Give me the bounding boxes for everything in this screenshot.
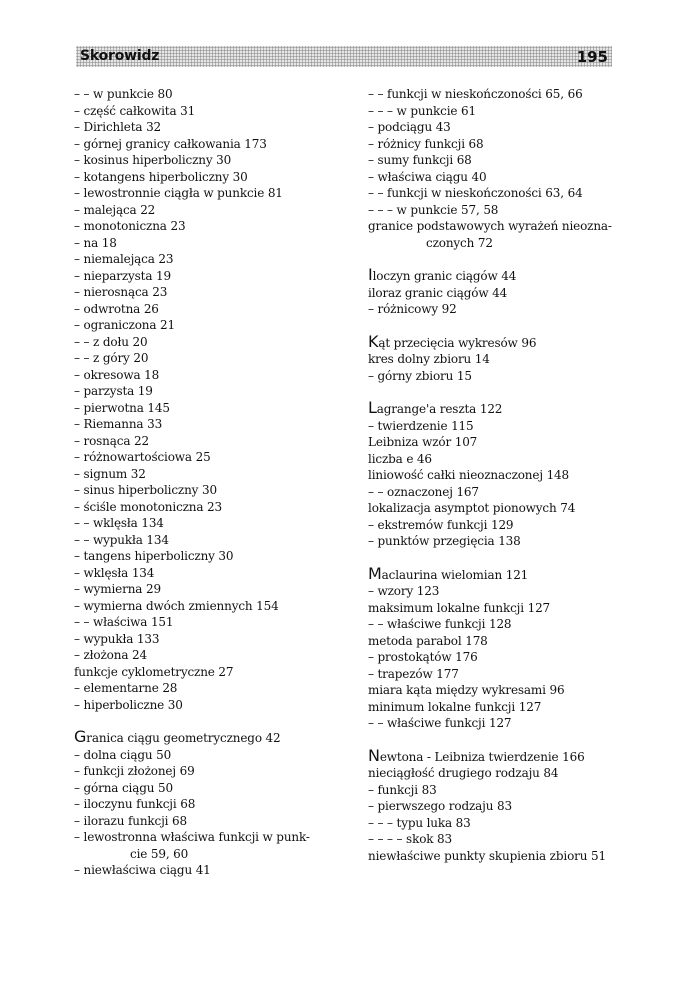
index-entry: – tangens hiperboliczny 30 [74, 549, 234, 563]
index-entry: agrange'a reszta 122 [376, 402, 503, 416]
index-entry: – – funkcji w nieskończoności 63, 64 [368, 186, 583, 200]
index-entry: – Dirichleta 32 [74, 120, 162, 134]
index-entry: – wypukła 133 [74, 631, 160, 646]
index-entry: – dolna ciągu 50 [74, 747, 172, 762]
section-initial-l: L [368, 398, 377, 417]
index-entry: – różnowartościowa 25 [74, 450, 211, 464]
index-entry: maksimum lokalne funkcji 127 [368, 600, 551, 615]
index-entry: – funkcji złożonej 69 [74, 764, 195, 778]
index-entry: – twierdzenie 115 [368, 418, 474, 433]
index-entry: – ograniczona 21 [74, 318, 176, 332]
index-section-l-heading [368, 400, 618, 418]
index-entry: – niewłaściwa ciągu 41 [74, 863, 211, 877]
index-entry: aclaurina wielomian 121 [381, 567, 529, 582]
index-entry: – – z góry 20 [74, 351, 149, 365]
index-entry: – – – w punkcie 61 [368, 103, 476, 118]
index-entry: – odwrotna 26 [74, 301, 159, 316]
index-entry: – różnicy funkcji 68 [368, 136, 484, 151]
index-entry: – lewostronnie ciągła w punkcie 81 [74, 186, 283, 200]
index-entry: – trapezów 177 [368, 666, 459, 681]
index-entry: – hiperboliczne 30 [74, 697, 183, 712]
index-entry: ranica ciągu geometrycznego 42 [86, 731, 281, 745]
index-entry-continuation: cie 59, 60 [130, 846, 189, 861]
index-entry: – sumy funkcji 68 [368, 153, 472, 167]
header-title: Skorowidz [80, 48, 160, 64]
index-entry: – na 18 [74, 235, 117, 250]
index-entry: – górna ciągu 50 [74, 780, 173, 795]
index-entry: – różnicowy 92 [368, 302, 457, 316]
index-section-i-heading [368, 267, 618, 285]
section-initial-m: M [368, 563, 382, 583]
index-entry: – część całkowita 31 [74, 103, 196, 118]
index-entry: – – – w punkcie 57, 58 [368, 202, 499, 217]
page-header [76, 46, 612, 67]
index-section-n-heading [368, 745, 618, 766]
index-entry: loczyn granic ciągów 44 [372, 269, 517, 283]
index-entry: – właściwa ciągu 40 [368, 169, 487, 184]
index-entries-k [368, 351, 618, 384]
index-section-m-heading [368, 563, 618, 584]
index-entry: – górny zbioru 15 [368, 368, 472, 383]
index-entry: liniowość całki nieoznaczonej 148 [368, 468, 570, 482]
index-entry: – parzysta 19 [74, 384, 153, 398]
index-entry: – ilorazu funkcji 68 [74, 813, 188, 828]
index-entry: lokalizacja asymptot pionowych 74 [368, 501, 576, 515]
index-entry: – monotoniczna 23 [74, 219, 186, 233]
section-initial-n: N [368, 745, 380, 765]
index-entry: – punktów przegięcia 138 [368, 534, 521, 548]
index-entry: – – w punkcie 80 [74, 87, 173, 101]
index-entry: ewtona - Leibniza twierdzenie 166 [379, 749, 585, 764]
index-entry: – rosnąca 22 [74, 433, 149, 448]
index-entry: ąt przecięcia wykresów 96 [378, 335, 537, 350]
index-entry: – prostokątów 176 [368, 650, 478, 664]
index-entry: – lewostronna właściwa funkcji w punk- [74, 830, 310, 844]
index-entry: – sinus hiperboliczny 30 [74, 483, 217, 497]
index-entry: Leibniza wzór 107 [368, 435, 478, 449]
index-entry: – kotangens hiperboliczny 30 [74, 169, 248, 184]
index-entry: – – – typu luka 83 [368, 815, 471, 830]
index-entry: iloraz granic ciągów 44 [368, 285, 508, 300]
index-entry: – niemalejąca 23 [74, 252, 174, 266]
index-entry: – Riemanna 33 [74, 417, 163, 431]
index-entry: – wymierna dwóch zmiennych 154 [74, 598, 279, 613]
index-entry: – – wypukła 134 [74, 532, 169, 547]
index-entries-n [368, 765, 618, 864]
index-entry: nieciągłość drugiego rodzaju 84 [368, 766, 559, 780]
index-entry: – – z dołu 20 [74, 334, 148, 349]
index-entry: – złożona 24 [74, 648, 147, 662]
index-entry: – okresowa 18 [74, 367, 160, 382]
index-entry: – elementarne 28 [74, 681, 178, 695]
index-entry: – wymierna 29 [74, 582, 161, 596]
index-entry: – wklęsła 134 [74, 565, 155, 580]
section-initial-k: K [368, 331, 379, 351]
index-entries-granica-cont [368, 86, 618, 235]
index-entry: – kosinus hiperboliczny 30 [74, 153, 232, 167]
index-section-k-heading [368, 331, 618, 352]
index-column-left [74, 86, 354, 879]
index-entry: – wzory 123 [368, 584, 440, 598]
index-entry: – – wklęsła 134 [74, 516, 164, 530]
index-entry: – – właściwe funkcji 128 [368, 617, 512, 631]
index-entry: liczba e 46 [368, 451, 432, 466]
index-entry: – górnej granicy całkowania 173 [74, 136, 267, 151]
index-entry: – pierwszego rodzaju 83 [368, 799, 512, 813]
index-entry: – – właściwa 151 [74, 615, 174, 629]
index-entry: – – funkcji w nieskończoności 65, 66 [368, 87, 583, 101]
index-entry: – malejąca 22 [74, 202, 156, 217]
index-entry: kres dolny zbioru 14 [368, 352, 490, 366]
index-entry: – – właściwe funkcji 127 [368, 716, 512, 730]
index-entry: – funkcji 83 [368, 782, 437, 797]
page-number: 195 [576, 48, 608, 66]
index-entry: metoda parabol 178 [368, 633, 488, 648]
index-entries-functions [74, 86, 354, 713]
index-entry: – – – – skok 83 [368, 832, 453, 846]
index-entry-continuation: czonych 72 [426, 235, 493, 250]
index-entries-m [368, 583, 618, 732]
index-entry: miara kąta między wykresami 96 [368, 683, 565, 697]
index-entry: granice podstawowych wyrażeń nieozna- [368, 219, 612, 233]
index-entry: – pierwotna 145 [74, 400, 170, 415]
index-entry: niewłaściwe punkty skupienia zbioru 51 [368, 848, 606, 863]
section-initial-g: G [74, 727, 87, 746]
index-entries-granica [74, 747, 354, 846]
index-entries-l [368, 418, 618, 550]
index-section-g-heading [74, 729, 354, 747]
section-initial-i: I [368, 265, 373, 284]
index-column-right [368, 86, 618, 864]
index-entry: minimum lokalne funkcji 127 [368, 699, 542, 714]
index-entry: – signum 32 [74, 466, 146, 481]
index-entry: – ściśle monotoniczna 23 [74, 499, 223, 514]
index-entry: – nieparzysta 19 [74, 268, 171, 283]
index-entry: – ekstremów funkcji 129 [368, 517, 514, 532]
index-entry: – – oznaczonej 167 [368, 484, 479, 499]
index-entry: funkcje cyklometryczne 27 [74, 664, 234, 679]
index-entry: – nierosnąca 23 [74, 285, 168, 299]
index-entry: – podciągu 43 [368, 120, 451, 134]
index-entry: – iloczynu funkcji 68 [74, 797, 196, 811]
index-entries-i [368, 285, 618, 318]
